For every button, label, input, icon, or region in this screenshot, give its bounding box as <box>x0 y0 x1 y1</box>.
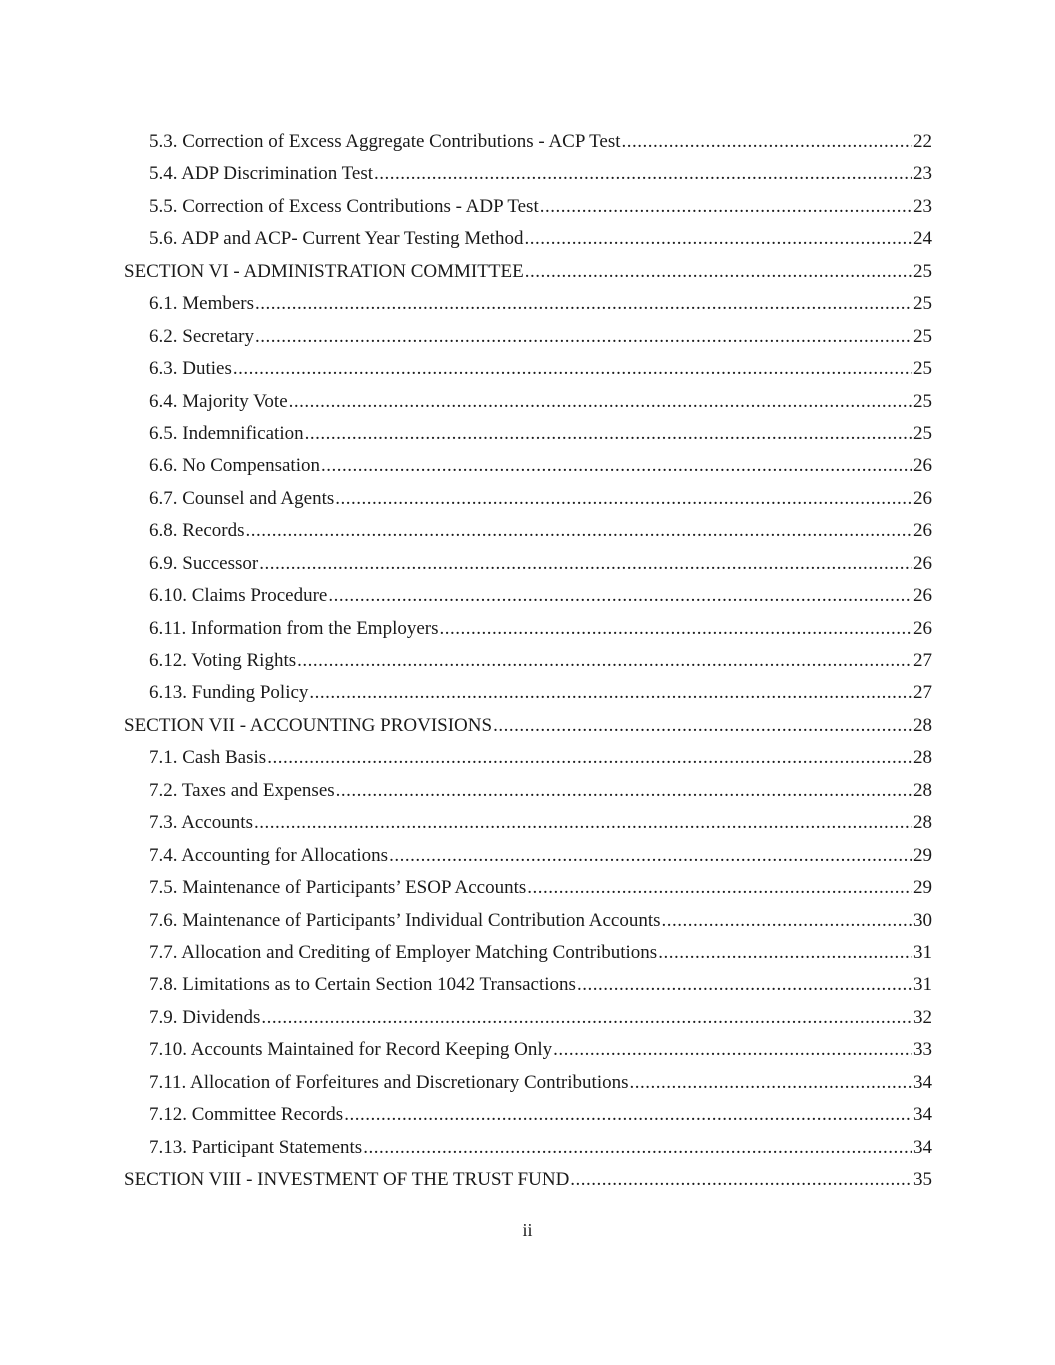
dot-leader <box>524 223 912 255</box>
toc-entry[interactable] <box>124 1132 932 1164</box>
toc-entry[interactable] <box>124 905 932 937</box>
dot-leader <box>344 1099 912 1131</box>
dot-leader <box>440 613 912 645</box>
toc-entry[interactable] <box>124 515 932 547</box>
dot-leader <box>254 807 912 839</box>
toc-entry-label: 7.12. Committee Records <box>149 1104 344 1126</box>
dot-leader <box>553 1034 912 1066</box>
toc-entry-label: 6.8. Records <box>149 520 245 542</box>
dot-leader <box>267 742 912 774</box>
toc-entry-label: 6.13. Funding Policy <box>149 682 309 704</box>
toc-entry-page: 25 <box>913 390 932 412</box>
toc-entry-page: 34 <box>913 1071 932 1093</box>
toc-entry-page: 29 <box>913 877 932 899</box>
toc-entry-label: 7.11. Allocation of Forfeitures and Discretionary Contributions <box>149 1071 629 1093</box>
toc-entry-label: 6.7. Counsel and Agents <box>149 487 335 509</box>
toc-entry-page: 23 <box>913 163 932 185</box>
toc-entry-page: 28 <box>913 779 932 801</box>
dot-leader <box>255 288 912 320</box>
dot-leader <box>630 1067 913 1099</box>
dot-leader <box>328 580 912 612</box>
toc-entry-page: 25 <box>913 422 932 444</box>
toc-entry[interactable] <box>124 937 932 969</box>
toc-entry[interactable] <box>124 158 932 190</box>
toc-entry[interactable] <box>124 126 932 158</box>
toc-entry[interactable] <box>124 645 932 677</box>
toc-entry-page: 32 <box>913 1006 932 1028</box>
dot-leader <box>622 126 912 158</box>
toc-entry-label: 5.3. Correction of Excess Aggregate Contributions - ACP Test <box>149 131 621 152</box>
toc-entry-page: 29 <box>913 844 932 866</box>
toc-entry[interactable] <box>124 677 932 709</box>
toc-entry-label: 6.1. Members <box>149 293 255 315</box>
dot-leader <box>261 1002 912 1034</box>
toc-entry-page: 24 <box>913 228 932 250</box>
dot-leader <box>335 483 912 515</box>
dot-leader <box>493 710 912 742</box>
toc-entry[interactable] <box>124 775 932 807</box>
toc-entry[interactable] <box>124 613 932 645</box>
dot-leader <box>389 840 912 872</box>
toc-entry-page: 26 <box>913 520 932 542</box>
toc-entry-label: 6.12. Voting Rights <box>149 650 297 671</box>
toc-entry-page: 23 <box>913 195 932 217</box>
toc-entry-label: 6.2. Secretary <box>149 325 254 347</box>
toc-entry[interactable] <box>124 288 932 320</box>
dot-leader <box>233 353 912 385</box>
dot-leader <box>658 937 912 969</box>
toc-entry-label: 5.6. ADP and ACP- Current Year Testing Method <box>149 228 524 250</box>
dot-leader <box>527 872 912 904</box>
toc-entry-label: 6.6. No Compensation <box>149 455 320 477</box>
page-number: ii <box>522 1220 533 1240</box>
dot-leader <box>525 256 912 288</box>
dot-leader <box>577 969 912 1001</box>
toc-section-heading[interactable] <box>124 1164 932 1196</box>
toc-entry[interactable] <box>124 191 932 223</box>
toc-entry-page: 34 <box>913 1104 932 1126</box>
toc-entry-page: 27 <box>913 650 932 671</box>
toc-entry[interactable] <box>124 483 932 515</box>
toc-entry-page: 28 <box>913 714 932 736</box>
toc-entry[interactable] <box>124 969 932 1001</box>
toc-entry-label: SECTION VII - ACCOUNTING PROVISIONS <box>124 714 493 736</box>
toc-entry-label: 7.4. Accounting for Allocations <box>149 844 389 866</box>
toc-entry[interactable] <box>124 223 932 255</box>
toc-entry-label: 7.9. Dividends <box>149 1006 261 1028</box>
table-of-contents <box>124 126 932 1196</box>
toc-entry-page: 28 <box>913 812 932 834</box>
toc-entry[interactable] <box>124 840 932 872</box>
toc-entry[interactable] <box>124 1067 932 1099</box>
toc-entry-label: 7.2. Taxes and Expenses <box>149 779 335 801</box>
toc-entry-label: 6.10. Claims Procedure <box>149 585 328 607</box>
toc-entry-label: 5.4. ADP Discrimination Test <box>149 163 374 185</box>
toc-entry-page: 26 <box>913 487 932 509</box>
toc-entry-label: 7.7. Allocation and Crediting of Employer Matching Contributions <box>149 941 658 963</box>
toc-entry[interactable] <box>124 418 932 450</box>
toc-entry-page: 28 <box>913 747 932 769</box>
dot-leader <box>374 158 912 190</box>
toc-entry-page: 27 <box>913 682 932 704</box>
toc-entry-page: 34 <box>913 1136 932 1158</box>
toc-entry[interactable] <box>124 807 932 839</box>
dot-leader <box>305 418 912 450</box>
toc-entry[interactable] <box>124 386 932 418</box>
toc-entry[interactable] <box>124 580 932 612</box>
toc-entry[interactable] <box>124 872 932 904</box>
toc-entry[interactable] <box>124 450 932 482</box>
dot-leader <box>309 677 912 709</box>
dot-leader <box>336 775 912 807</box>
toc-entry-page: 33 <box>913 1039 932 1061</box>
toc-entry-label: 7.8. Limitations as to Certain Section 1042 Transactions <box>149 974 576 996</box>
toc-entry[interactable] <box>124 1002 932 1034</box>
toc-entry-label: 7.13. Participant Statements <box>149 1136 363 1158</box>
toc-entry-page: 26 <box>913 552 932 574</box>
toc-entry-page: 25 <box>913 325 932 347</box>
toc-entry[interactable] <box>124 742 932 774</box>
toc-entry-page: 35 <box>913 1169 932 1190</box>
toc-entry-label: SECTION VIII - INVESTMENT OF THE TRUST FUND <box>124 1169 570 1190</box>
toc-entry-page: 31 <box>913 974 932 996</box>
toc-entry-label: 6.5. Indemnification <box>149 422 304 444</box>
toc-entry-page: 26 <box>913 585 932 607</box>
dot-leader <box>289 386 912 418</box>
toc-section-heading[interactable] <box>124 256 932 288</box>
dot-leader <box>259 548 912 580</box>
toc-entry-label: 7.10. Accounts Maintained for Record Keeping Only <box>149 1039 553 1061</box>
toc-entry-label: 7.3. Accounts <box>149 812 253 834</box>
dot-leader <box>246 515 912 547</box>
toc-entry[interactable] <box>124 321 932 353</box>
toc-entry[interactable] <box>124 1034 932 1066</box>
toc-entry[interactable] <box>124 548 932 580</box>
toc-entry-label: 7.6. Maintenance of Participants’ Individual Contribution Accounts <box>149 909 661 931</box>
toc-entry-label: SECTION VI - ADMINISTRATION COMMITTEE <box>124 260 524 282</box>
toc-entry-label: 6.9. Successor <box>149 552 259 574</box>
toc-entry[interactable] <box>124 1099 932 1131</box>
dot-leader <box>297 645 912 677</box>
toc-entry-page: 25 <box>913 293 932 315</box>
toc-entry-label: 7.1. Cash Basis <box>149 747 267 769</box>
dot-leader <box>662 905 913 937</box>
toc-entry[interactable] <box>124 353 932 385</box>
toc-entry-label: 6.11. Information from the Employers <box>149 617 439 639</box>
toc-entry-page: 25 <box>913 260 932 282</box>
dot-leader <box>321 450 912 482</box>
toc-entry-page: 30 <box>913 909 932 931</box>
dot-leader <box>255 321 912 353</box>
dot-leader <box>570 1164 912 1196</box>
toc-entry-page: 22 <box>913 131 932 152</box>
dot-leader <box>540 191 912 223</box>
toc-entry-page: 31 <box>913 941 932 963</box>
toc-entry-label: 5.5. Correction of Excess Contributions - ADP Test <box>149 195 539 217</box>
dot-leader <box>363 1132 912 1164</box>
toc-entry-label: 6.3. Duties <box>149 358 232 380</box>
toc-entry-page: 26 <box>913 617 932 639</box>
toc-entry-page: 25 <box>913 358 932 380</box>
toc-section-heading[interactable] <box>124 710 932 742</box>
toc-entry-label: 6.4. Majority Vote <box>149 390 288 412</box>
toc-entry-label: 7.5. Maintenance of Participants’ ESOP Accounts <box>149 877 527 899</box>
toc-entry-page: 26 <box>913 455 932 477</box>
